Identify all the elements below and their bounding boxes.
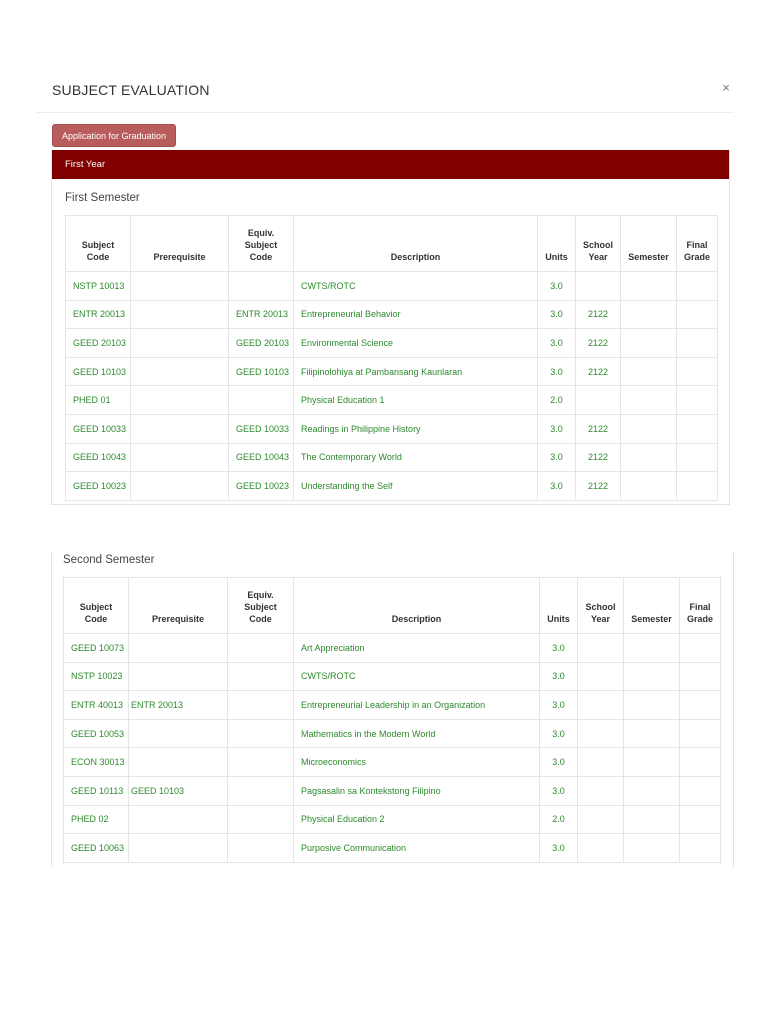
cell-description: Microeconomics	[294, 748, 540, 777]
cell-prerequisite	[131, 414, 229, 443]
cell-equiv-subject-code	[228, 719, 294, 748]
cell-description: Entrepreneurial Leadership in an Organization	[294, 691, 540, 720]
cell-units: 3.0	[538, 443, 576, 472]
column-header-school-year: School Year	[578, 578, 624, 634]
cell-final-grade	[677, 443, 718, 472]
cell-description: Readings in Philippine History	[294, 414, 538, 443]
cell-school-year	[578, 805, 624, 834]
cell-units: 3.0	[540, 662, 578, 691]
header-divider	[36, 112, 734, 113]
cell-prerequisite	[129, 834, 228, 863]
cell-description: The Contemporary World	[294, 443, 538, 472]
cell-description: Entrepreneurial Behavior	[294, 300, 538, 329]
column-header-subject-code: Subject Code	[64, 578, 129, 634]
cell-subject-code: GEED 10073	[64, 634, 129, 663]
cell-prerequisite: ENTR 20013	[129, 691, 228, 720]
cell-description: Physical Education 1	[294, 386, 538, 415]
cell-final-grade	[680, 634, 721, 663]
cell-school-year	[578, 834, 624, 863]
cell-school-year: 2122	[576, 414, 621, 443]
table-row	[64, 776, 721, 805]
cell-prerequisite	[129, 748, 228, 777]
cell-equiv-subject-code: GEED 10103	[229, 357, 294, 386]
cell-equiv-subject-code	[228, 776, 294, 805]
cell-school-year	[578, 634, 624, 663]
table-row	[64, 662, 721, 691]
cell-final-grade	[677, 272, 718, 301]
column-header-semester: Semester	[624, 578, 680, 634]
cell-description: Mathematics in the Modern World	[294, 719, 540, 748]
application-for-graduation-button[interactable]: Application for Graduation	[52, 124, 176, 147]
cell-equiv-subject-code: ENTR 20013	[229, 300, 294, 329]
cell-units: 2.0	[540, 805, 578, 834]
table-header-row	[66, 216, 718, 272]
column-header-final-grade: Final Grade	[680, 578, 721, 634]
cell-subject-code: GEED 10023	[66, 472, 131, 501]
cell-units: 3.0	[540, 776, 578, 805]
cell-units: 3.0	[540, 834, 578, 863]
cell-school-year	[578, 776, 624, 805]
table-row	[66, 443, 718, 472]
cell-description: Art Appreciation	[294, 634, 540, 663]
column-header-final-grade: Final Grade	[677, 216, 718, 272]
cell-final-grade	[677, 300, 718, 329]
cell-semester	[621, 300, 677, 329]
table-row	[64, 805, 721, 834]
cell-description: CWTS/ROTC	[294, 272, 538, 301]
cell-semester	[621, 386, 677, 415]
cell-school-year: 2122	[576, 357, 621, 386]
table-row	[64, 691, 721, 720]
cell-prerequisite	[131, 272, 229, 301]
cell-units: 3.0	[540, 634, 578, 663]
semester-title: First Semester	[65, 192, 140, 204]
cell-school-year	[576, 386, 621, 415]
cell-school-year: 2122	[576, 443, 621, 472]
column-header-prerequisite: Prerequisite	[129, 578, 228, 634]
cell-equiv-subject-code	[229, 386, 294, 415]
cell-units: 3.0	[538, 472, 576, 501]
cell-description: Purposive Communication	[294, 834, 540, 863]
cell-subject-code: ENTR 40013	[64, 691, 129, 720]
cell-prerequisite	[129, 719, 228, 748]
cell-semester	[624, 748, 680, 777]
cell-semester	[624, 776, 680, 805]
table-header-row	[64, 578, 721, 634]
cell-prerequisite: GEED 10103	[129, 776, 228, 805]
semester-title: Second Semester	[63, 554, 155, 566]
cell-prerequisite	[131, 472, 229, 501]
subject-table	[63, 577, 721, 863]
cell-description: Environmental Science	[294, 329, 538, 358]
table-row	[66, 414, 718, 443]
table-row	[66, 386, 718, 415]
first-year-panel	[51, 150, 730, 505]
cell-final-grade	[677, 329, 718, 358]
cell-equiv-subject-code: GEED 20103	[229, 329, 294, 358]
cell-school-year: 2122	[576, 472, 621, 501]
cell-prerequisite	[131, 300, 229, 329]
cell-final-grade	[680, 719, 721, 748]
cell-subject-code: GEED 10053	[64, 719, 129, 748]
cell-units: 3.0	[540, 748, 578, 777]
table-body	[66, 272, 718, 501]
cell-semester	[624, 634, 680, 663]
cell-equiv-subject-code	[228, 634, 294, 663]
cell-prerequisite	[131, 357, 229, 386]
cell-equiv-subject-code	[228, 662, 294, 691]
cell-equiv-subject-code	[228, 834, 294, 863]
cell-units: 3.0	[540, 691, 578, 720]
column-header-prerequisite: Prerequisite	[131, 216, 229, 272]
cell-school-year: 2122	[576, 300, 621, 329]
column-header-school-year: School Year	[576, 216, 621, 272]
cell-subject-code: GEED 10103	[66, 357, 131, 386]
table-row	[66, 357, 718, 386]
cell-semester	[621, 357, 677, 386]
cell-units: 3.0	[538, 272, 576, 301]
cell-prerequisite	[129, 805, 228, 834]
cell-prerequisite	[131, 386, 229, 415]
cell-final-grade	[677, 414, 718, 443]
cell-description: Understanding the Self	[294, 472, 538, 501]
column-header-equiv-subject-code: Equiv. Subject Code	[228, 578, 294, 634]
cell-final-grade	[680, 805, 721, 834]
cell-subject-code: PHED 02	[64, 805, 129, 834]
cell-subject-code: ENTR 20013	[66, 300, 131, 329]
table-row	[64, 634, 721, 663]
cell-subject-code: GEED 10043	[66, 443, 131, 472]
cell-semester	[624, 691, 680, 720]
cell-equiv-subject-code	[228, 748, 294, 777]
column-header-semester: Semester	[621, 216, 677, 272]
column-header-equiv-subject-code: Equiv. Subject Code	[229, 216, 294, 272]
cell-semester	[621, 472, 677, 501]
cell-school-year: 2122	[576, 329, 621, 358]
cell-equiv-subject-code: GEED 10043	[229, 443, 294, 472]
cell-prerequisite	[129, 662, 228, 691]
cell-equiv-subject-code	[229, 272, 294, 301]
table-row	[64, 719, 721, 748]
subject-table	[65, 215, 718, 501]
cell-final-grade	[677, 357, 718, 386]
cell-semester	[621, 329, 677, 358]
cell-units: 3.0	[538, 357, 576, 386]
cell-semester	[624, 719, 680, 748]
column-header-units: Units	[540, 578, 578, 634]
cell-equiv-subject-code	[228, 691, 294, 720]
cell-semester	[624, 805, 680, 834]
cell-description: Pagsasalin sa Kontekstong Filipino	[294, 776, 540, 805]
cell-semester	[621, 414, 677, 443]
cell-subject-code: GEED 10063	[64, 834, 129, 863]
table-row	[66, 300, 718, 329]
cell-units: 3.0	[538, 414, 576, 443]
column-header-units: Units	[538, 216, 576, 272]
table-row	[66, 329, 718, 358]
table-row	[64, 748, 721, 777]
cell-school-year	[578, 719, 624, 748]
cell-final-grade	[677, 386, 718, 415]
second-semester-panel	[51, 552, 734, 867]
table-row	[64, 834, 721, 863]
cell-units: 2.0	[538, 386, 576, 415]
cell-prerequisite	[131, 443, 229, 472]
cell-semester	[624, 662, 680, 691]
cell-subject-code: GEED 10033	[66, 414, 131, 443]
cell-units: 3.0	[538, 329, 576, 358]
cell-school-year	[576, 272, 621, 301]
cell-equiv-subject-code: GEED 10023	[229, 472, 294, 501]
cell-subject-code: NSTP 10023	[64, 662, 129, 691]
table-body	[64, 634, 721, 863]
column-header-description: Description	[294, 578, 540, 634]
cell-description: Filipinolohiya at Pambansang Kaunlaran	[294, 357, 538, 386]
table-row	[66, 472, 718, 501]
cell-subject-code: ECON 30013	[64, 748, 129, 777]
modal-title: SUBJECT EVALUATION	[52, 82, 210, 98]
close-icon[interactable]: ×	[722, 80, 730, 95]
cell-units: 3.0	[540, 719, 578, 748]
cell-equiv-subject-code: GEED 10033	[229, 414, 294, 443]
cell-final-grade	[680, 691, 721, 720]
cell-semester	[624, 834, 680, 863]
cell-final-grade	[680, 834, 721, 863]
cell-final-grade	[680, 776, 721, 805]
cell-final-grade	[680, 662, 721, 691]
cell-description: CWTS/ROTC	[294, 662, 540, 691]
year-panel-heading[interactable]: First Year	[52, 150, 729, 179]
column-header-description: Description	[294, 216, 538, 272]
cell-subject-code: PHED 01	[66, 386, 131, 415]
cell-school-year	[578, 662, 624, 691]
cell-subject-code: GEED 20103	[66, 329, 131, 358]
cell-description: Physical Education 2	[294, 805, 540, 834]
cell-units: 3.0	[538, 300, 576, 329]
table-row	[66, 272, 718, 301]
cell-semester	[621, 272, 677, 301]
cell-final-grade	[680, 748, 721, 777]
cell-subject-code: NSTP 10013	[66, 272, 131, 301]
cell-equiv-subject-code	[228, 805, 294, 834]
cell-prerequisite	[131, 329, 229, 358]
column-header-subject-code: Subject Code	[66, 216, 131, 272]
cell-semester	[621, 443, 677, 472]
cell-school-year	[578, 691, 624, 720]
cell-prerequisite	[129, 634, 228, 663]
cell-subject-code: GEED 10113	[64, 776, 129, 805]
cell-school-year	[578, 748, 624, 777]
cell-final-grade	[677, 472, 718, 501]
